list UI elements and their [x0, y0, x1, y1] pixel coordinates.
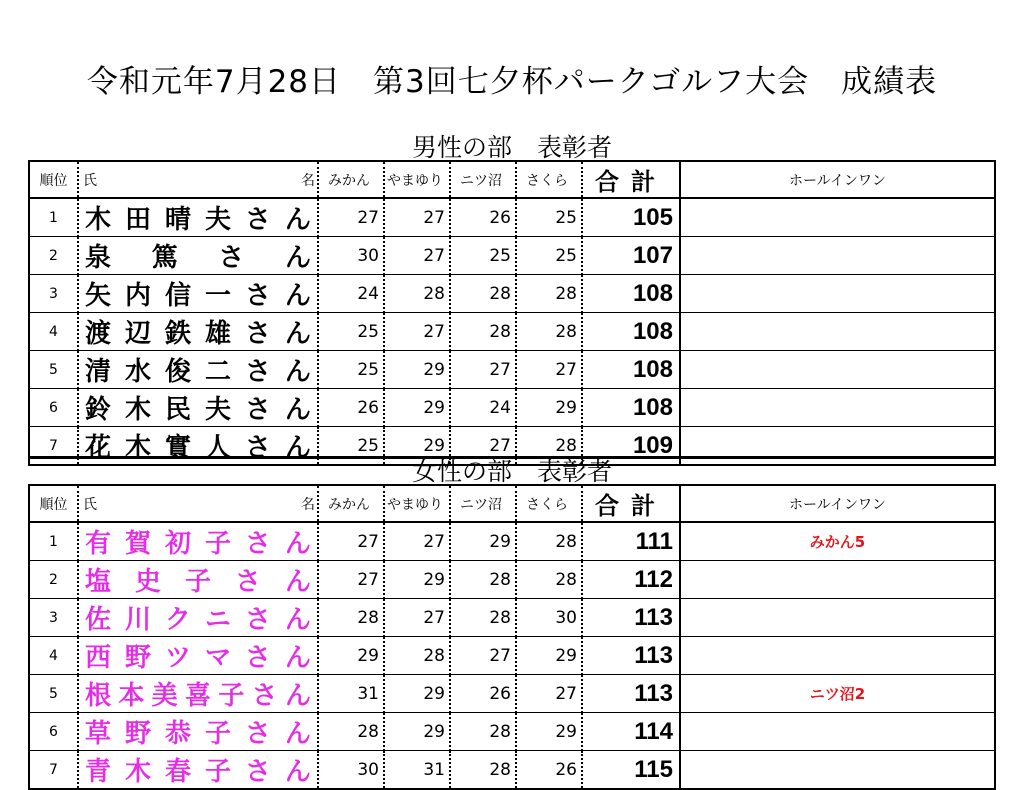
- header-total-right: 計: [631, 493, 655, 520]
- score-cell: 28: [450, 313, 516, 351]
- table-row: [29, 599, 995, 637]
- name-char: さ: [244, 281, 271, 311]
- name-cell: [78, 637, 318, 675]
- rank-cell: 5: [29, 351, 78, 389]
- name-char: 辺: [124, 319, 151, 349]
- total-cell: 108: [582, 275, 680, 313]
- header-course-3: [516, 485, 582, 522]
- score-cell: 25: [318, 351, 384, 389]
- header-course-label: みかん: [328, 496, 370, 513]
- name-char: 雄: [204, 319, 231, 349]
- header-course-label: さくら: [526, 496, 568, 513]
- score-cell: 26: [318, 389, 384, 427]
- name-char: 根: [85, 681, 112, 711]
- total-cell: 113: [582, 599, 680, 637]
- hole-in-one-cell: [680, 675, 995, 713]
- score-cell: 28: [516, 313, 582, 351]
- score-cell: 25: [516, 198, 582, 237]
- name-char: ん: [284, 205, 311, 235]
- name-char: ん: [284, 643, 311, 673]
- score-cell: 30: [318, 237, 384, 275]
- hole-in-one-cell: [680, 275, 995, 313]
- score-cell: 29: [384, 561, 450, 599]
- name-char: ニ: [204, 605, 231, 635]
- total-cell: 114: [582, 713, 680, 751]
- name-char: 子: [184, 567, 211, 597]
- score-cell: 24: [450, 389, 516, 427]
- table-row: [29, 561, 995, 599]
- hole-in-one-cell: [680, 599, 995, 637]
- rank-cell: 2: [29, 237, 78, 275]
- header-name-left: 氏: [83, 172, 97, 189]
- score-cell: 25: [318, 313, 384, 351]
- score-cell: 29: [516, 389, 582, 427]
- total-cell: 112: [582, 561, 680, 599]
- name-char: 子: [218, 681, 245, 711]
- table-row: [29, 275, 995, 313]
- player-name: [79, 389, 317, 426]
- header-total: [582, 485, 680, 522]
- score-cell: 29: [384, 389, 450, 427]
- score-cell: 26: [516, 751, 582, 790]
- name-char: 夫: [204, 205, 231, 235]
- score-cell: 29: [516, 637, 582, 675]
- name-char: 川: [124, 605, 151, 635]
- score-cell: 27: [450, 637, 516, 675]
- rank-cell: 2: [29, 561, 78, 599]
- name-char: さ: [251, 681, 278, 711]
- header-name: [78, 485, 318, 522]
- name-char: 矢: [85, 281, 112, 311]
- header-course-label: ニツ沼: [460, 496, 502, 513]
- name-char: 塩: [85, 567, 112, 597]
- name-char: さ: [244, 529, 271, 559]
- player-name: [79, 237, 317, 274]
- hole-in-one-value: みかん5: [809, 533, 866, 551]
- score-cell: 27: [450, 427, 516, 466]
- name-cell: [78, 275, 318, 313]
- header-course-1: [384, 161, 450, 198]
- player-name: [79, 637, 317, 674]
- name-char: 西: [85, 643, 112, 673]
- name-char: 史: [134, 567, 161, 597]
- header-row: [29, 161, 995, 198]
- header-course-3: [516, 161, 582, 198]
- header-course-0: [318, 485, 384, 522]
- header-name-wrap: [79, 494, 317, 514]
- player-name: [79, 523, 317, 560]
- score-cell: 31: [318, 675, 384, 713]
- name-char: ん: [284, 757, 311, 787]
- header-hole-in-one: ホールインワン: [680, 485, 995, 522]
- name-char: 田: [124, 205, 151, 235]
- header-total-left: 合: [595, 169, 619, 196]
- name-cell: [78, 237, 318, 275]
- player-name: [79, 675, 317, 712]
- rank-cell: 1: [29, 522, 78, 561]
- name-char: 木: [85, 205, 112, 235]
- score-cell: 29: [450, 522, 516, 561]
- score-cell: 28: [450, 751, 516, 790]
- score-cell: 25: [318, 427, 384, 466]
- hole-in-one-cell: [680, 713, 995, 751]
- score-cell: 29: [384, 675, 450, 713]
- name-char: 鈴: [85, 395, 112, 425]
- name-char: さ: [244, 319, 271, 349]
- header-total-right: 計: [631, 169, 655, 196]
- table-row: [29, 751, 995, 790]
- player-name: [79, 199, 317, 236]
- header-name-wrap: [79, 170, 317, 190]
- score-cell: 30: [318, 751, 384, 790]
- header-total-wrap: [583, 162, 673, 197]
- score-cell: 28: [450, 713, 516, 751]
- score-cell: 31: [384, 751, 450, 790]
- women-section-title: 女性の部 表彰者: [411, 457, 612, 486]
- name-char: ん: [284, 319, 311, 349]
- name-char: 鉄: [164, 319, 191, 349]
- name-char: さ: [244, 643, 271, 673]
- table-row: [29, 675, 995, 713]
- hole-in-one-cell: [680, 522, 995, 561]
- score-cell: 28: [450, 561, 516, 599]
- name-char: マ: [204, 643, 231, 673]
- name-cell: [78, 751, 318, 790]
- total-cell: 105: [582, 198, 680, 237]
- score-cell: 26: [450, 198, 516, 237]
- name-char: 初: [164, 529, 191, 559]
- total-cell: 111: [582, 522, 680, 561]
- rank-cell: 7: [29, 427, 78, 466]
- name-cell: [78, 522, 318, 561]
- header-rank: 順位: [29, 161, 78, 198]
- name-char: 春: [164, 757, 191, 787]
- header-course-0: [318, 161, 384, 198]
- name-char: さ: [244, 205, 271, 235]
- header-total: [582, 161, 680, 198]
- score-cell: 28: [516, 275, 582, 313]
- hole-in-one-cell: [680, 751, 995, 790]
- name-char: ん: [284, 567, 311, 597]
- player-name: [79, 313, 317, 350]
- header-course-1: [384, 485, 450, 522]
- name-char: さ: [244, 433, 271, 463]
- score-cell: 28: [384, 637, 450, 675]
- name-char: さ: [244, 357, 271, 387]
- name-char: ん: [284, 529, 311, 559]
- header-course-label: さくら: [526, 172, 568, 189]
- hole-in-one-cell: [680, 389, 995, 427]
- name-cell: [78, 351, 318, 389]
- score-cell: 29: [318, 637, 384, 675]
- table-row: [29, 389, 995, 427]
- score-cell: 28: [318, 599, 384, 637]
- name-char: 有: [85, 529, 112, 559]
- score-cell: 28: [450, 275, 516, 313]
- name-char: 花: [85, 433, 112, 463]
- total-cell: 107: [582, 237, 680, 275]
- name-char: さ: [244, 719, 271, 749]
- hole-in-one-cell: [680, 237, 995, 275]
- score-cell: 29: [384, 351, 450, 389]
- men-section-title: 男性の部 表彰者: [411, 133, 612, 162]
- rank-cell: 5: [29, 675, 78, 713]
- name-char: 信: [164, 281, 191, 311]
- name-char: 内: [124, 281, 151, 311]
- header-course-2: [450, 161, 516, 198]
- name-cell: [78, 313, 318, 351]
- score-cell: 27: [384, 313, 450, 351]
- name-char: 恭: [164, 719, 191, 749]
- score-cell: 25: [450, 237, 516, 275]
- name-char: 野: [124, 643, 151, 673]
- name-char: 晴: [164, 205, 191, 235]
- header-hole-in-one: ホールインワン: [680, 161, 995, 198]
- score-cell: 28: [450, 599, 516, 637]
- score-cell: 28: [516, 522, 582, 561]
- name-cell: [78, 599, 318, 637]
- table-row: [29, 522, 995, 561]
- name-cell: [78, 675, 318, 713]
- header-name-left: 氏: [83, 496, 97, 513]
- name-cell: [78, 198, 318, 237]
- hole-in-one-cell: [680, 351, 995, 389]
- name-char: 賀: [124, 529, 151, 559]
- rank-cell: 1: [29, 198, 78, 237]
- score-cell: 28: [516, 561, 582, 599]
- name-cell: [78, 713, 318, 751]
- name-char: ん: [284, 243, 311, 273]
- name-char: 夫: [204, 395, 231, 425]
- header-row: [29, 485, 995, 522]
- rank-cell: 7: [29, 751, 78, 790]
- header-course-label: ニツ沼: [460, 172, 502, 189]
- hole-in-one-cell: [680, 198, 995, 237]
- name-char: 篤: [151, 243, 178, 273]
- hole-in-one-cell: [680, 313, 995, 351]
- page-title: 令和元年7月28日 第3回七夕杯パークゴルフ大会 成績表: [86, 64, 938, 100]
- name-char: ん: [284, 433, 311, 463]
- rank-cell: 3: [29, 599, 78, 637]
- name-char: さ: [234, 567, 261, 597]
- score-cell: 25: [516, 237, 582, 275]
- table-row: [29, 237, 995, 275]
- name-char: 青: [85, 757, 112, 787]
- table-row: [29, 637, 995, 675]
- player-name: [79, 275, 317, 312]
- score-cell: 30: [516, 599, 582, 637]
- player-name: [79, 351, 317, 388]
- header-total-wrap: [583, 486, 673, 521]
- name-char: ん: [284, 357, 311, 387]
- name-char: 水: [124, 357, 151, 387]
- table-row: [29, 351, 995, 389]
- name-char: 喜: [184, 681, 211, 711]
- table-row: [29, 313, 995, 351]
- score-cell: 27: [318, 198, 384, 237]
- name-char: ん: [284, 605, 311, 635]
- player-name: [79, 751, 317, 788]
- name-cell: [78, 561, 318, 599]
- rank-cell: 4: [29, 313, 78, 351]
- hole-in-one-value: ニツ沼2: [809, 685, 866, 703]
- score-cell: 27: [318, 561, 384, 599]
- name-char: 二: [204, 357, 231, 387]
- header-course-label: みかん: [328, 172, 370, 189]
- name-char: 子: [204, 529, 231, 559]
- score-cell: 29: [384, 427, 450, 466]
- men-results-table: [28, 160, 996, 466]
- name-char: さ: [244, 395, 271, 425]
- name-char: 野: [124, 719, 151, 749]
- name-char: ク: [164, 605, 191, 635]
- score-cell: 27: [516, 675, 582, 713]
- header-total-left: 合: [595, 493, 619, 520]
- name-char: 子: [204, 757, 231, 787]
- name-char: さ: [244, 757, 271, 787]
- score-cell: 27: [318, 522, 384, 561]
- name-char: 實: [164, 433, 191, 463]
- header-name: [78, 161, 318, 198]
- name-char: 佐: [85, 605, 112, 635]
- score-cell: 24: [318, 275, 384, 313]
- women-results-table: [28, 484, 996, 790]
- name-char: 子: [204, 719, 231, 749]
- total-cell: 113: [582, 637, 680, 675]
- total-cell: 108: [582, 351, 680, 389]
- total-cell: 113: [582, 675, 680, 713]
- name-char: 一: [204, 281, 231, 311]
- player-name: [79, 599, 317, 636]
- header-name-right: 名: [301, 496, 315, 513]
- score-cell: 28: [384, 275, 450, 313]
- name-char: ん: [284, 681, 311, 711]
- name-char: 渡: [85, 319, 112, 349]
- name-char: 俊: [164, 357, 191, 387]
- score-cell: 27: [384, 522, 450, 561]
- name-char: 泉: [85, 243, 112, 273]
- name-char: 草: [85, 719, 112, 749]
- name-char: 木: [124, 757, 151, 787]
- name-char: 木: [124, 433, 151, 463]
- hole-in-one-cell: [680, 561, 995, 599]
- name-char: ん: [284, 281, 311, 311]
- player-name: [79, 713, 317, 750]
- score-cell: 29: [516, 713, 582, 751]
- name-cell: [78, 389, 318, 427]
- player-name: [79, 561, 317, 598]
- rank-cell: 3: [29, 275, 78, 313]
- score-cell: 27: [384, 237, 450, 275]
- rank-cell: 6: [29, 713, 78, 751]
- name-char: ん: [284, 395, 311, 425]
- name-char: ん: [284, 719, 311, 749]
- table-row: [29, 713, 995, 751]
- name-char: ツ: [164, 643, 191, 673]
- score-cell: 27: [450, 351, 516, 389]
- total-cell: 115: [582, 751, 680, 790]
- score-cell: 28: [516, 427, 582, 466]
- score-cell: 26: [450, 675, 516, 713]
- name-char: 民: [164, 395, 191, 425]
- score-cell: 27: [384, 198, 450, 237]
- name-char: 人: [204, 433, 231, 463]
- hole-in-one-cell: [680, 637, 995, 675]
- score-cell: 29: [384, 713, 450, 751]
- name-char: 清: [85, 357, 112, 387]
- name-char: さ: [218, 243, 245, 273]
- score-cell: 28: [318, 713, 384, 751]
- score-cell: 27: [516, 351, 582, 389]
- name-char: 美: [151, 681, 178, 711]
- header-name-right: 名: [301, 172, 315, 189]
- table-row: [29, 198, 995, 237]
- name-char: 木: [124, 395, 151, 425]
- name-char: 本: [118, 681, 145, 711]
- rank-cell: 4: [29, 637, 78, 675]
- score-cell: 27: [384, 599, 450, 637]
- total-cell: 108: [582, 389, 680, 427]
- total-cell: 109: [582, 427, 680, 466]
- header-course-2: [450, 485, 516, 522]
- total-cell: 108: [582, 313, 680, 351]
- header-course-label: やまゆり: [387, 172, 443, 189]
- header-course-label: やまゆり: [387, 496, 443, 513]
- name-char: さ: [244, 605, 271, 635]
- header-rank: 順位: [29, 485, 78, 522]
- rank-cell: 6: [29, 389, 78, 427]
